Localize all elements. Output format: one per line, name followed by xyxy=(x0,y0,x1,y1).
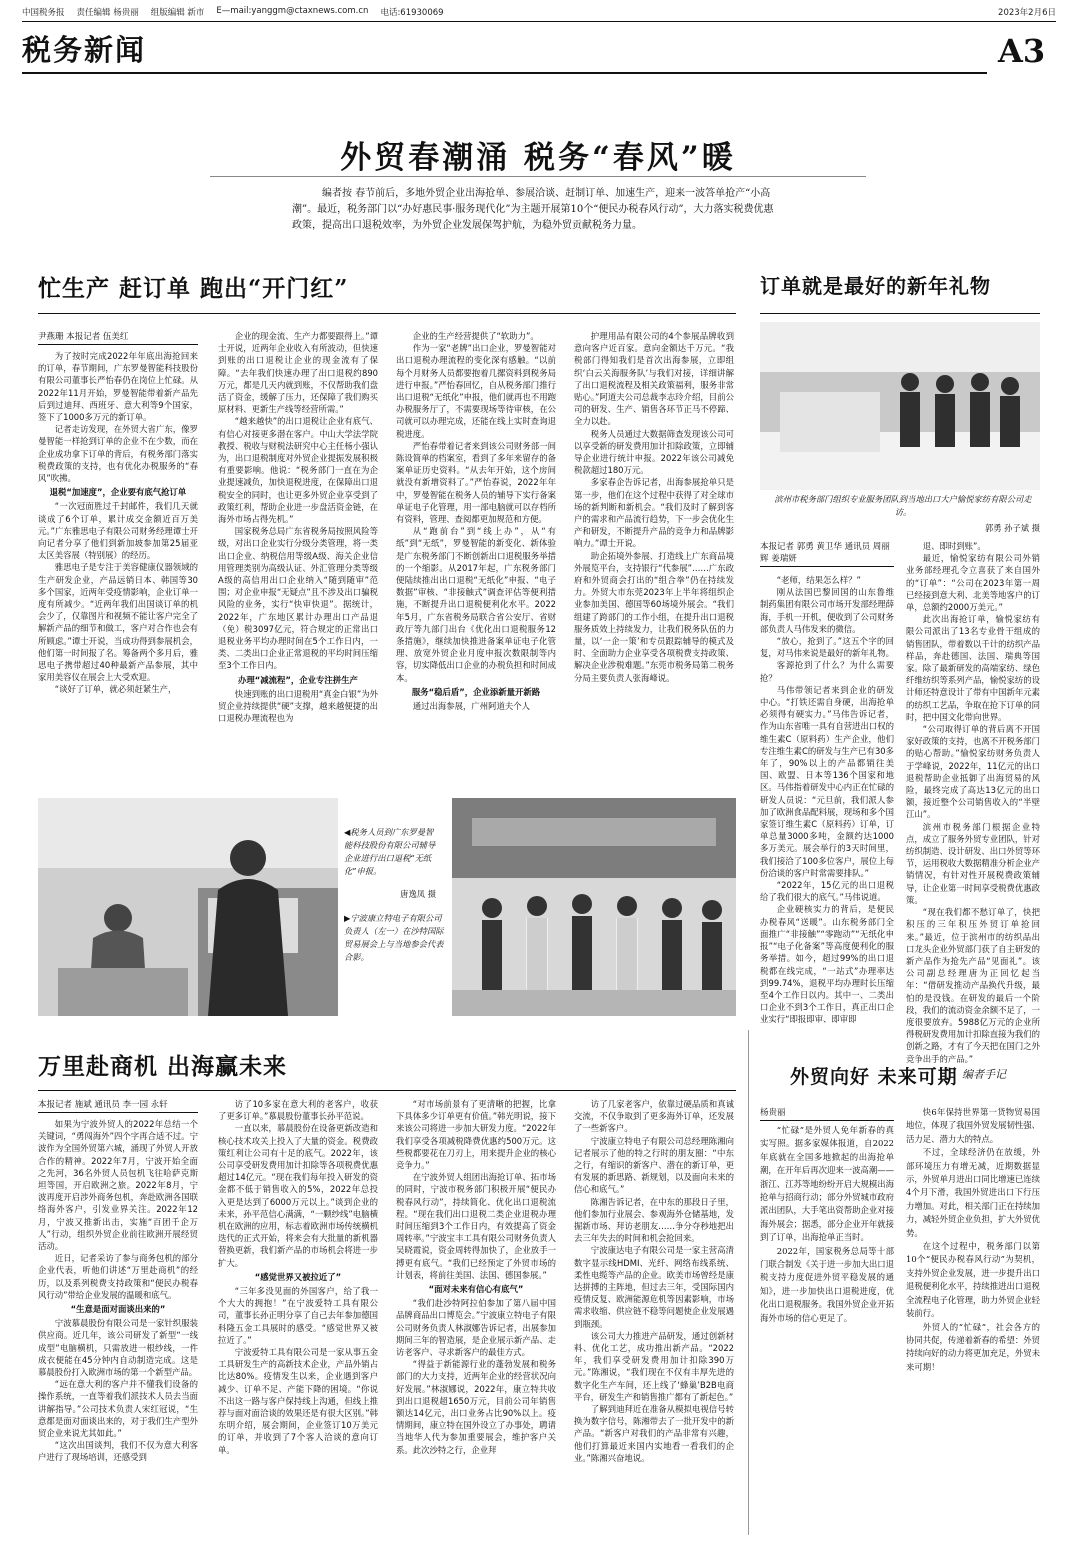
body-paragraph: 护理用品有限公司的4个参展品牌收到意向客户近百家。意向金额达千万元。“我税部门得知我们是首次出海参展，立即组织‘白云关海服务队’与我们对接，详细讲解了出口退税流程及相关政策福利，服务非常贴心。”阿道夫公司总裁李志玲介绍，目前公司的研发、生产、销售各环节正马不停蹄、全力以赴。 xyxy=(574,331,734,427)
article2-photo-caption: 滨州市税务部门组织专业服务团队到当地出口大户愉悦家纺有限公司走访。 xyxy=(774,494,1032,517)
article3-column-4 xyxy=(574,1098,734,1538)
customs-visit-photo xyxy=(760,322,1040,490)
body-paragraph: 不过，全球经济仍在放缓，外部环境压力有增无减，近期数据显示，外贸单月进出口同比增速已连续4个月下滑，我国外贸进出口下行压力增加。对此，相关部门正在持续加力，减轻外贸企业负担，扩大外贸优势。 xyxy=(906,1147,1040,1238)
masthead-bar xyxy=(22,6,1056,20)
article1-column-2 xyxy=(218,330,378,790)
body-paragraph: 访了几家老客户，依靠过硬品质和真诚交流，不仅争取到了更多海外订单，还发展了一些新客户。 xyxy=(574,1099,734,1134)
body-paragraph: 宁波康立特电子有限公司总经理陈湘向记者展示了他的特之行时的朋友圈：“中东之行，有缩识的新客户、潜在的新订单，更有发展的新思路、新规划，以及面向未来的信心和底气。” xyxy=(574,1135,734,1195)
photo1-credit: 唐逸凤 摄 xyxy=(400,889,436,899)
body-paragraph: 一直以来，慕晨股份在设备更新改造和核心技术攻关上投入了大量的资金。税费政策红利让公司有十足的底气。2022年，该公司享受研发费用加计扣除等各项税费优惠超过14亿元。“现在我们每年投入研发的资金都不低于销售收入的5%，2022年总投入更是达到了6000万元以上。”谈到企业的未来，孙平范信心满满，“一颗纱线”电脑横机在欧洲的应用，标志着欧洲市场传统横机迭代的正式开始，将来会有大批量的新机器替换更新，我们新产品的市场机会将进一步扩大。 xyxy=(218,1123,378,1268)
section-title: 税务新闻 xyxy=(22,33,147,67)
tax-staff-photo xyxy=(38,798,338,1016)
body-paragraph: 助企拓境外参展、打造线上广东商品境外展览平台，支持银行“代参展”……广东政府和外贸商会打出的“组合拳”仍在持续发力。外贸大市东莞2023年上半年将组织企业参加美国、德国等60场境外展会。“我们组建了跨部门的工作小组，在提升出口退税服务质效上持续发力，让我们税务队伍的力量，以‘一企一策’和专员跟踪辅导的模式及时、全面助力企业享受各项税费支持政策、解决企业涉税难题。”东莞市税务局第二税务分局主要负责人张海峰说。 xyxy=(574,550,734,683)
section-subheading: “面对未来有信心有底气” xyxy=(428,1284,524,1295)
article1-column-1 xyxy=(38,350,198,790)
body-paragraph: 马伟带领记者来到企业的研发中心。“打铁还需自身硬，出海抢单必须得有硬实力。”马伟告诉记者，作为山东省唯一具有自营进出口权的维生素C（原料药）生产企业，他们专注维生素C的研发与生产已有30多年了，90%以上的产品都销往美国、欧盟、日本等136个国家和地区。马伟指着研发中心内正在忙碌的研发人员说：“元旦前，我们派人参加了欧洲食品配料展，现场和多个国家签订维生素C（原料药）订单，订单总量3000多吨，金额约达1000多万美元。展会举行的3天时间里，我们接洽了100多位客户，展位上每份洽谈的客户时常需要排队。” xyxy=(760,684,894,878)
body-paragraph: 该公司大力推进产品研发，通过创新材料、优化工艺，成功推出新产品。“2022年，我们享受研发费用加计扣除390万元。”陈湘说，“我们现在不仅有丰厚先进的数字化生产车间，还上线了‘蜂巢’B2B电商平台，研发生产和销售推广都有了新起色。” xyxy=(574,1330,734,1402)
body-paragraph: “忙碌”是外贸人免年新春的真实写照。据多家媒体报道，自2022年底就在全国多地掀起的出海抢单潮，在开年后再次迎来一波高潮——浙江、江苏等地纷纷开启大规模出海抢单与招商行动；部分外贸城市政府派出团队，大手笔出资帮助企业对接海外展会；据悉，部分企业开年就接到了订单，出海抢单正当时。 xyxy=(760,1125,894,1243)
article3-title: 万里赴商机 出海赢未来 xyxy=(38,1053,288,1080)
body-paragraph: 作为一家“老牌”出口企业，罗曼智能对出口退税办理流程的变化深有感触。“以前每个月财务人员都要抱着几摞资料到税务局进行申报。”严怡春回忆，自从税务部门推行出口退税“无纸化”申报，他们就再也不用跑办税服务厅了，不需要现场等待审核，在公司就可以办理完成，还能在线上实时查询退税进度。 xyxy=(396,343,556,439)
page-number: A3 xyxy=(998,32,1046,70)
body-paragraph: 企业硬核实力的背后，是便民办税春风“送暖”。山东税务部门全面推广“非接触”“零跑动”“无纸化申报”“电子化备案”等高度便利化的服务举措。如今，超过99%的出口退税都在线完成，“一站式”办理率达到99.74%，退税平均办理时长压缩至4个工作日以内。其中一、二类出口企业不到3个工作日，真正出口企业实行“即报即审、即审即 xyxy=(760,904,894,1025)
article3-byline: 本报记者 施斌 通讯员 李一园 永轩 xyxy=(38,1098,198,1113)
article2-title: 订单就是最好的新年礼物 xyxy=(760,274,991,298)
body-paragraph: “老师，结果怎么样？” xyxy=(776,575,861,585)
body-paragraph: 最近，愉悦家纺有限公司外销业务部经理孔令立喜获了来自国外的“订单”：“公司在2023年第一周已经接到意大利、北美等地客户的订单，总额约2000万美元。” xyxy=(906,553,1040,613)
photo1-caption: ◀税务人员到广东罗曼智能科技股份有限公司辅导企业进行出口退税“无纸化”申报。 xyxy=(344,827,436,876)
phone: 电话:61930069 xyxy=(380,8,444,18)
body-paragraph: 此次出海抢订单，愉悦家纺有限公司派出了13名专业骨干组成的销售团队，带着数以千计的纺织产品样品，奔赴德国、法国、瑞典等国家。除了最新研发的高端家纺、绿色纤维纺织等系列产品，愉悦家纺的设计师还特意设计了带有中国新年元素的纺织工艺品，争取在抢下订单的同时，把中国文化带向世界。 xyxy=(906,614,1040,722)
body-paragraph: “我们赴沙特阿拉伯参加了第八届中国品牌商品出口博览会。”宁波康立特电子有限公司财务负责人林淑娜告诉记者，出展参加期间三年的智造展，是企业展示新产品、走访老客户、寻求新客户的最佳方式。 xyxy=(396,1298,556,1358)
body-paragraph: “远在意大利的客户并不懂我们设备的操作系统，一直等着我们派技术人员去当面讲解指导。”公司技术负责人宋红冠说，“生意都是面对面谈出来的，对于我们生产型外贸企业来说尤其如此。” xyxy=(38,1379,198,1439)
section-subheading: “感觉世界又被拉近了” xyxy=(254,1271,342,1282)
article2-byline: 本报记者 郭勇 黄卫华 通讯员 周丽辉 姜瑞妍 xyxy=(760,540,894,567)
section-subheading: “生意是面对面谈出来的” xyxy=(70,1304,166,1315)
body-paragraph: 在这个过程中，税务部门以第10个“便民办税春风行动”为契机，支持外贸企业发展，进一步提升出口退税便利化水平，持续推进出口退税全流程电子化管理，助力外贸企业轻装前行。 xyxy=(906,1241,1040,1319)
page-headline: 外贸春潮涌 税务“春风”暖 xyxy=(340,140,736,176)
article2-rule xyxy=(760,313,1040,314)
headline-rule xyxy=(210,176,866,177)
article1-byline: 尹燕珊 本报记者 伍美红 xyxy=(38,330,198,345)
essay-column-1 xyxy=(760,1124,894,1538)
body-paragraph: “这次出国谈判，我们不仅为意大利客户进行了现场培训，还感受到 xyxy=(38,1440,198,1463)
article1-column-4 xyxy=(574,330,734,790)
body-paragraph: 雅思电子是专注于美容健康仪器领域的生产研发企业，产品远销日本、韩国等30多个国家，近两年受疫情影响，企业订单一度有所减少。“近两年我们出国谈订单的机会少了，仅靠图片和视频不能让客户完全了解新产品的细节和做工，客户对合作也会有所顾虑。”谭士开说，当成功得到参展机会，他们第一时间报了名。筹备两个多月后，雅思电子携带超过40种最新产品参展，其中家用美容仪在展会上大受欢迎。 xyxy=(38,562,198,683)
article1-rule xyxy=(38,313,736,314)
body-paragraph: 访了10多家在意大利的老客户，收获了更多订单。”慕晨股份董事长孙平范说。 xyxy=(218,1099,378,1122)
body-paragraph: 快6年保持世界第一货物贸易国地位，体现了我国外贸发展韧性强、活力足、潜力大的特点。 xyxy=(906,1107,1040,1144)
body-paragraph: 了解到迪拜近在准备从模拟电视信号转换为数字信号，陈湘带去了一批开发中的新产品。“新客户对我们的产品非常有兴趣，他们打算最近来国内实地看一看我们的企业。”陈湘兴奋地说。 xyxy=(574,1404,734,1463)
essay-subtitle: 编者手记 xyxy=(962,1068,1006,1081)
paper-name: 中国税务报 xyxy=(22,8,65,18)
body-paragraph: 在宁波外贸人组团出海抢订单、拓市场的同时，宁波市税务部门积极开展“便民办税春风行动”，持续简化、优化出口退税流程。“现在我们出口退税二类企业退税办理时间压缩到3个工作日内，有效提高了资金周转率。”宁波宝丰工具有限公司财务负责人吴晓霞说，资金周转得加快了，企业放手一搏更有底气。“我们已经预定了外贸市场的计划表，将前往美国、法国、德国参展。” xyxy=(396,1172,556,1280)
body-paragraph: 严怡春带着记者来到该公司财务部一间陈设简单的档案室，看到了多年来留存的备案单证历史资料。“从去年开始，这个房间就没有新增资料了。”严怡春说，2022年年中，罗曼智能在税务人员的辅导下实行备案单证电子化管理，用一部电脑就可以存档所有资料，管理、查阅都更加规范和方便。 xyxy=(396,440,556,525)
body-paragraph: 税务人员通过大数据筛查发现该公司可以享受新的研发费用加计扣除政策，立即辅导企业进行统计申报。2022年该公司减免税款超过180万元。 xyxy=(574,428,734,476)
editor-note: 编者按 春节前后，多地外贸企业出海抢单、参展洽谈、赶制订单、加速生产，迎来一波答单抢产“小高潮”。最近，税务部门以“办好惠民事·服务现代化”为主题开展第10个“便民办税春风行动”，大力落实税费优惠政策，提高出口退税效率，为外贸企业发展保驾护航，为稳外贸贡献税务力量。 xyxy=(292,188,774,231)
body-paragraph: “得益于新能源行业的蓬勃发展和税务部门的大力支持，近两年企业的经营状况向好发展。”林淑娜说，2022年，康立特共收到出口退税超1650万元，目前公司年销售额达14亿元，出口业务占比90%以上。疫情期间，康立特在国外设立了办事处，聘请当地华人代为参加重要展会，维护客户关系。此次沙特之行，企业拜 xyxy=(396,1359,556,1455)
body-paragraph: 滨州市税务部门根据企业特点，成立了服务外贸专业团队，针对纺织制造、设计研发、出口外贸等环节，运用税收大数据精准分析企业产销情况，有针对性开展税费政策辅导，让企业第一时间享受税费优惠政策。 xyxy=(906,821,1040,905)
body-paragraph: 国家税务总局广东省税务局按照风险等级，对出口企业实行分级分类管理，将一类出口企业、纳税信用等级A级、海关企业信用管理类别为高级认证、外汇管理分类等级A级的高信用出口企业纳入“随到随审”范围；对企业申报“无疑点”且不涉及出口骗税风险的业务，实行“快审快退”。据统计，2022年，广东地区累计办理出口产品退（免）税3097亿元，符合规定的正常出口退税业务平均办理时间在5个工作日内，一类、二类出口企业正常退税的平均时间压缩至3个工作日内。 xyxy=(218,526,378,671)
body-paragraph: 快速到账的出口退税用“真金白银”为外贸企业持续提供“硬”支撑，越来越便捷的出口退税办理流程也为 xyxy=(218,688,378,724)
body-paragraph: “对市场前景有了更清晰的把握，比拿下具体多少订单更有价值。”韩光明说，接下来该公司将进一步加大研发力度。“2022年我们享受各项减税降费优惠约500万元。这些税都要花在刀刃上，用来提升企业的核心竞争力。” xyxy=(396,1099,556,1171)
article3-rule xyxy=(38,1090,736,1091)
body-paragraph: “谈好了订单，就必须赶紧生产， xyxy=(54,684,177,695)
email: E—mail:yanggm@ctaxnews.com.cn xyxy=(216,6,369,16)
trade-show-photo xyxy=(452,798,736,1016)
body-paragraph: 企业的现金流、生产力都要跟得上。”谭士开说，近两年企业收入有所波动，但快速到账的出口退税让企业的现金流有了保障。“去年我们快速办理了出口退税约890万元，都是几天内就到账，不仅帮助我们盘活了资金，缓解了压力，还保障了我们购买原材料、更新生产线等经营所需。” xyxy=(218,331,378,415)
section-subheading: 服务“稳后盾”，企业添新量开新路 xyxy=(411,686,541,697)
body-paragraph: “三年多没见面的外国客户，给了我一个大大的拥抱！”在宁波爱特工具有限公司，董事长孙正明分享了自己去年参加德国科隆五金工具展时的感受。“感觉世界又被拉近了。” xyxy=(218,1286,378,1345)
body-paragraph: 宁波康达电子有限公司是一家主营高清数字显示线HDMI、光纤、网络布线系统、柔性电缆等产品的企业。欧美市场曾经是康达拼搏的主阵地，但过去三年，受国际国内疫情反复、欧洲能源危机等因素影响，市场需求收缩、供应链不稳等问题使企业发展遇到瓶颈。 xyxy=(574,1245,734,1329)
section-rule xyxy=(22,72,987,74)
essay-byline: 杨贵丽 xyxy=(760,1106,894,1121)
body-paragraph: 2022年，国家税务总局等十部门联合制发《关于进一步加大出口退税支持力度促进外贸平稳发展的通知》，进一步加快出口退税进度，优化出口退税服务。我国外贸企业开拓海外市场的信心更足了。 xyxy=(760,1245,894,1323)
article1-column-3 xyxy=(396,330,556,790)
body-paragraph: 宁波慕晨股份有限公司是一家针织服装供应商。近几年，该公司研发了新型“一线成型”电脑横机，只需放进一根纱线，一件成衣便能在45分钟内自动制造完成。这是慕晨股份打入欧洲市场的第一个新型产品。 xyxy=(38,1318,198,1378)
body-paragraph: 通过出海参展，广州阿道夫个人 xyxy=(412,701,531,712)
essay-column-2 xyxy=(906,1106,1040,1538)
top-rule xyxy=(22,21,1056,22)
body-paragraph: 从“跑前台”到“线上办”，从“有纸”到“无纸”，罗曼智能的新变化、新体验是广东税务部门不断创新出口退税服务举措的一个缩影。从2017年起，广东税务部门便陆续推出出口退税“无纸化”申报、“电子数据”审核、“非接触式”调查评估等便利措施，不断提升出口退税便利化水平。2022年5月，广东省税务局联合省公安厅、省财政厅等九部门出台《优化出口退税服务12条措施》，继续加快推进备案单证电子化管理、放宽外贸企业月度申报次数限制等内容，切实降低出口企业的办税负担和时间成本。 xyxy=(396,526,556,683)
body-paragraph: 为了按时完成2022年年底出海抢回来的订单，春节期间，广东罗曼智能科技股份有限公司董事长严怡春仍在岗位上忙碌。从2022年11月开始，罗曼智能带着新产品先后到过迪拜、西班牙、意大利等9个国家，签下了1000多万元的新订单。 xyxy=(38,351,198,423)
body-paragraph: 如果为宁波外贸人的2022年总结一个关键词，“勇闯海外”四个字再合适不过。宁波作为全国外贸第六城，涌现了外贸人开放合作的精神。2022年7月，宁波开始全面之先河，36名外贸人员包机飞往哈萨克斯坦等国，开启欧洲之旅。2022年8月，宁波再度开启涉外商务包机，奔赴欧洲各国联络海外客户，引发业界关注。2022年12月，宁波又推新出击，实施“百团千企万人”行动，组织外贸企业前往欧洲开展经贸活动。 xyxy=(38,1119,198,1252)
body-paragraph: “放心，抢到了。”这五个字的回复，对马伟来说是最好的新年礼物。 xyxy=(760,636,894,659)
body-paragraph: 企业的生产经营提供了“软助力”。 xyxy=(412,331,539,341)
body-paragraph: “2022年，15亿元的出口退税给了我们很大的底气。”马伟说道。 xyxy=(760,880,894,903)
layout-editor: 组版编辑 新市 xyxy=(150,8,205,18)
section-subheading: 退税“加速度”，企业要有底气抢订单 xyxy=(49,487,187,498)
essay-title: 外贸向好 未来可期 xyxy=(790,1066,958,1088)
photo2-caption: ▶宁波康立特电子有限公司负责人（左一）在沙特国际贸易展会上与当地参会代表合影。 xyxy=(344,913,444,962)
section-subheading: 办理“减流程”，企业专注拼生产 xyxy=(238,674,358,685)
body-paragraph: “越来越快”的出口退税让企业有底气、有信心对接更多潜在客户。中山大学法学院教授、税收与财税法研究中心主任杨小强认为，出口退税制度对外贸企业提振发展积极有重要影响。他说：“税务部门一直在为企业提速减负，加快退税进度，在保障出口退税安全的同时，也让更多外贸企业享受到了政策红利，帮助企业进一步盘活资金链，在海外市场占得先机。” xyxy=(218,416,378,525)
essay-divider xyxy=(748,1030,749,1535)
body-paragraph: “公司取得订单的背后离不开国家好政策的支持，也离不开税务部门的贴心帮助。”愉悦家纺财务负责人于学峰说，2022年，11亿元的出口退税帮助企业抵御了出海贸易的风险，最终完成了高达13亿元的出口额，接近整个公司销售收入的“半壁江山”。 xyxy=(906,724,1040,820)
body-paragraph: 陈湘告诉记者，在中东的那段日子里，他们参加行业展会、参观海外仓储基地，发掘新市场、拜访老朋友……争分夺秒地把出去三年失去的时间和机会抢回来。 xyxy=(574,1196,734,1244)
body-paragraph: “现在我们都不愁订单了，快把积压的三年积压外贸订单抢回来。”最近，位于滨州市的纺织品出口龙头企业外贸部门获了自主研发的新产品作为抢先产品“见面礼”。该公司副总经理唐为正回忆起当年：“借研发推动产品换代升级，最怕的是没钱。在研发的最后一个阶段，我们的流动资金余额不足了，一度很要放弃。5988亿万元的企业所得税研发费用加计扣除直接为我们的创新之路，才有了今天把在国门之外竞争出手的产品。” xyxy=(906,907,1040,1064)
editor-in-charge: 责任编辑 杨贵丽 xyxy=(76,8,139,18)
article3-column-3 xyxy=(396,1098,556,1538)
article3-column-1 xyxy=(38,1118,198,1538)
body-paragraph: 近日，记者采访了参与商务包机的部分企业代表，听他们讲述“万里赴商机”的经历，以及系列税费支持政策和“便民办税春风行动”带给企业发展的温暖和底气。 xyxy=(38,1253,198,1300)
issue-date: 2023年2月6日 xyxy=(998,8,1056,18)
article2-photo-credit: 郭勇 孙子斌 摄 xyxy=(984,523,1040,533)
body-paragraph: “一次冠面胜过千封邮件，我们几天就谈成了6个订单，累计成交金额近百万美元。”广东雅思电子有限公司财务经理谭士开向记者分享了他们到新加坡参加第25届亚太区美容展（特别展）的经历。 xyxy=(38,501,198,561)
body-paragraph: 记者走访发现，在外贸大省广东，像罗曼智能一样抢到订单的企业不在少数，而在企业成功拿下订单的背后，有税务部门落实税费政策的支持，也有优化办税服务的“春风”吹拂。 xyxy=(38,424,198,484)
body-paragraph: 宁波爱特工具有限公司是一家从事五金工具研发生产的高新技术企业，产品外销占比达80%。疫情发生以来，企业遇到客户减少、订单不足、产能下降的困境。“你说不出这一路与客户保持线上沟通，但线上推荐与面对面洽谈的效果还是有很大区别。”韩东明介绍，展会期间，企业签订10万美元的订单，并收到了7个客人洽谈的意向订单。 xyxy=(218,1347,378,1455)
article1-title: 忙生产 赶订单 跑出“开门红” xyxy=(38,275,349,302)
article3-column-2 xyxy=(218,1098,378,1538)
body-paragraph: 退、即时到账”。 xyxy=(922,541,986,551)
article2-column-1 xyxy=(760,574,894,1048)
body-paragraph: 刚从法国巴黎回国的山东鲁维制药集团有限公司市场开发部经理薛海，手机一开机，便收到了公司财务部负责人马伟发来的微信。 xyxy=(760,587,894,634)
body-paragraph: 外贸人的“忙碌”，社会各方的协同共促，传递着新春的希望：外贸持续向好的动力将更加充足，外贸未来可期！ xyxy=(906,1321,1040,1372)
body-paragraph: 多家春企告诉记者，出海参展抢单只是第一步，他们在这个过程中获得了对全球市场的新判断和新机会。“我们及时了解到客户的需求和产品流行趋势，下一步会优化生产和研发，不断提升产品的竞争力和品牌影响力。”谭士开说。 xyxy=(574,477,734,549)
body-paragraph: 客源抢到了什么？为什么需要抢？ xyxy=(760,660,894,683)
article2-column-2 xyxy=(906,540,1040,1064)
